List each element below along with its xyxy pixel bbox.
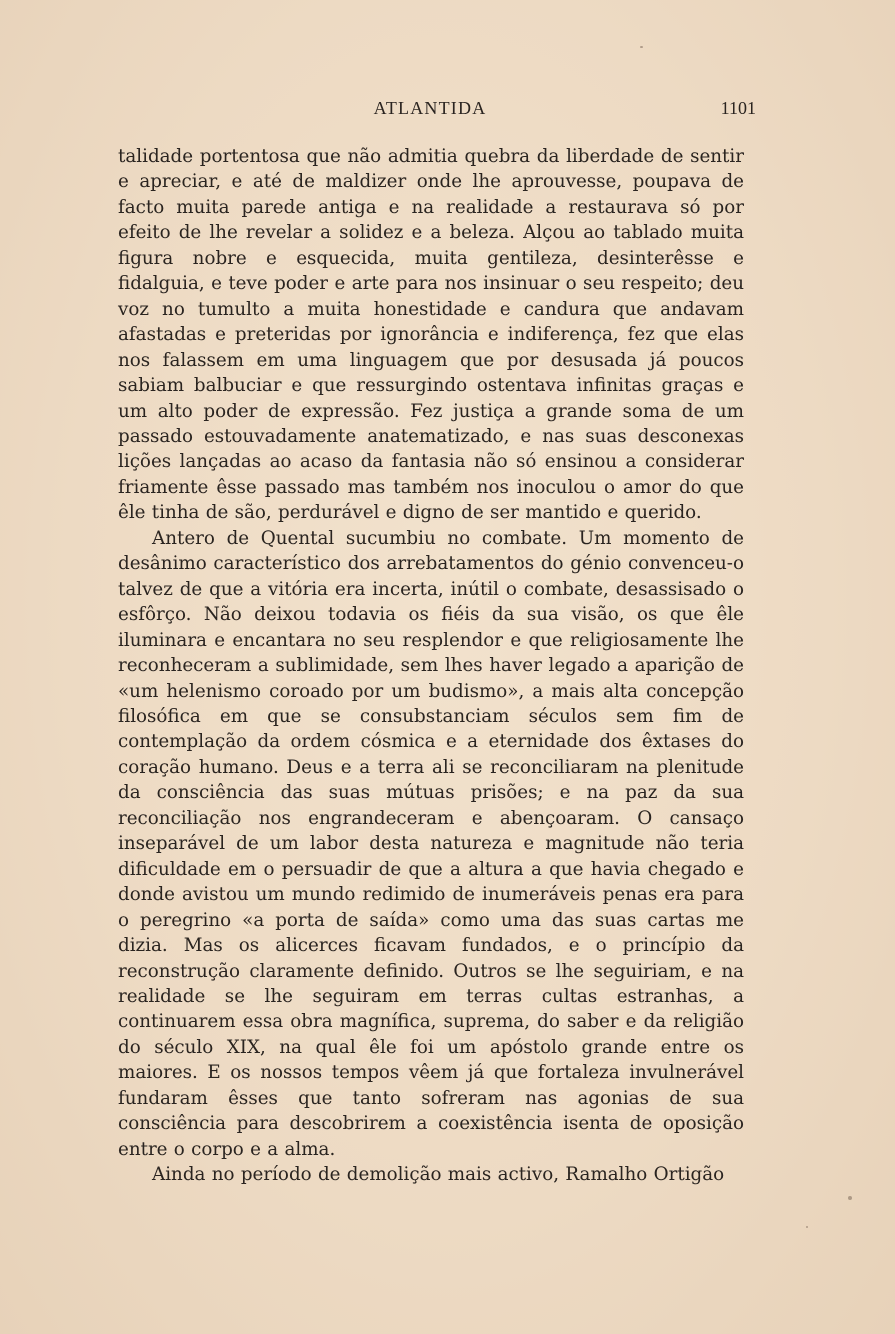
paragraph-3: Ainda no período de demolição mais activo, Ramalho Ortigão: [152, 1164, 725, 1186]
running-header: [118, 96, 756, 122]
paper-speck: [848, 1196, 852, 1200]
page-number: 1101: [720, 98, 756, 118]
paragraph-1: talidade portentosa que não admitia quebra da liberdade de sentir e apreciar, e até de maldizer onde lhe aprouvesse, poupava de facto muita parede antiga e na realidade a restaurava só por efeito de lhe revelar a solidez e a beleza. Alçou ao tablado muita figura nobre e esquecida, muita gentileza, desinterêsse e fidalguia, e teve poder e arte para nos insinuar o seu respeito; deu voz no tumulto a muita honestidade e candura que andavam afastadas e preteridas por ignorância e indiferença, fez que elas nos falassem em uma linguagem que por desusada já poucos sabiam balbuciar e que ressurgindo ostentava infinitas graças e um alto poder de expressão. Fez justiça a grande soma de um passado estouvadamente anatematizado, e nas suas desconexas lições lançadas ao acaso da fantasia não só ensinou a considerar friamente êsse passado mas também nos inoculou o amor do que êle tinha de são, perdurável e digno de ser mantido e querido.: [118, 146, 744, 524]
body-text: [118, 144, 744, 1188]
paragraph-2: Antero de Quental sucumbiu no combate. Um momento de desânimo característico dos arrebatamentos do génio convenceu-o talvez de que a vitória era incerta, inútil o combate, desassisado o esfôrço. Não deixou todavia os fiéis da sua visão, os que êle iluminara e encantara no seu resplendor e que religiosamente lhe reconheceram a sublimidade, sem lhes haver legado a aparição de «um helenismo coroado por um budismo», a mais alta concepção filosófica em que se consubstanciam séculos sem fim de contemplação da ordem cósmica e a eternidade dos êxtases do coração humano. Deus e a terra ali se reconciliaram na plenitude da consciência das suas mútuas prisões; e na paz da sua reconciliação nos engrandeceram e abençoaram. O cansaço inseparável de um labor desta natureza e magnitude não teria dificuldade em o persuadir de que a altura a que havia chegado e donde avistou um mundo redimido de inumeráveis penas era para o peregrino «a porta de saída» como uma das suas cartas me dizia. Mas os alicerces ficavam fundados, e o princípio da reconstrução claramente definido. Outros se lhe seguiriam, e na realidade se lhe seguiram em terras cultas estranhas, a continuarem essa obra magnífica, suprema, do saber e da religião do século XIX, na qual êle foi um apóstolo grande entre os maiores. E os nossos tempos vêem já que fortaleza invulnerável fundaram êsses que tanto sofreram nas agonias de sua consciência para descobrirem a coexistência isenta de oposição entre o corpo e a alma.: [118, 527, 744, 1160]
paper-speck: [806, 1226, 808, 1228]
running-title: ATLANTIDA: [373, 98, 487, 118]
paper-speck: [640, 46, 643, 48]
